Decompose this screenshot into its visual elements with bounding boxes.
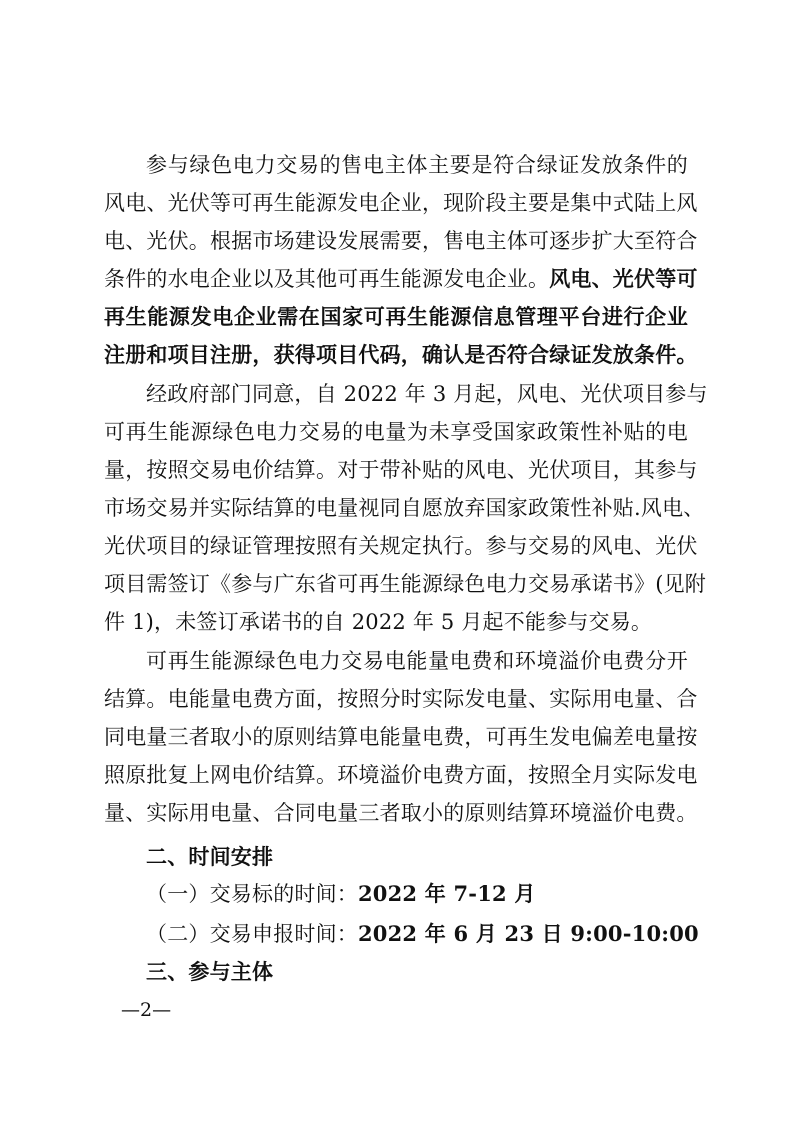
paragraph3-line1: 可再生能源绿色电力交易电能量电费和环境溢价电费分开 — [146, 649, 688, 673]
paragraph2-line3: 量，按照交易电价结算。对于带补贴的风电、光伏项目，其参与 — [104, 458, 698, 482]
section2-heading: 二、时间安排 — [146, 845, 274, 869]
paragraph2-line5: 光伏项目的绿证管理按照有关规定执行。参与交易的风电、光伏 — [104, 534, 698, 558]
paragraph3-line3: 同电量三者取小的原则结算电能量电费，可再生发电偏差电量按 — [104, 725, 698, 749]
paragraph2-line2: 可再生能源绿色电力交易的电量为未享受国家政策性补贴的电 — [104, 420, 688, 444]
paragraph1-line1: 参与绿色电力交易的售电主体主要是符合绿证发放条件的 — [146, 153, 688, 177]
section2-item2-label: （二）交易申报时间： — [146, 922, 358, 946]
paragraph3-line2: 结算。电能量电费方面，按照分时实际发电量、实际用电量、合 — [104, 687, 698, 711]
section2-item2-value: 2022 年 6 月 23 日 9:00-10:00 — [358, 921, 699, 946]
page-number: —2— — [121, 999, 172, 1021]
paragraph2-line6: 项目需签订《参与广东省可再生能源绿色电力交易承诺书》(见附 — [104, 572, 706, 596]
paragraph3-line4: 照原批复上网电价结算。环境溢价电费方面，按照全月实际发电 — [104, 763, 698, 787]
paragraph1-line4-normal: 条件的水电企业以及其他可再生能源发电企业。 — [104, 267, 550, 291]
paragraph1-bold-line2: 再生能源发电企业需在国家可再生能源信息管理平台进行企业 — [104, 304, 688, 329]
paragraph1-line3: 电、光伏。根据市场建设发展需要，售电主体可逐步扩大至符合 — [104, 229, 698, 253]
paragraph1-line4-bold: 风电、光伏等可 — [549, 266, 698, 291]
paragraph2-line1: 经政府部门同意，自 2022 年 3 月起，风电、光伏项目参与 — [146, 382, 708, 406]
section3-heading: 三、参与主体 — [146, 960, 274, 984]
section2-item1-label: （一）交易标的时间： — [146, 882, 358, 906]
paragraph2-line7: 件 1)，未签订承诺书的自 2022 年 5 月起不能参与交易。 — [104, 610, 653, 634]
paragraph1-line4 — [104, 265, 698, 293]
paragraph3-line5: 量、实际用电量、合同电量三者取小的原则结算环境溢价电费。 — [104, 801, 698, 825]
paragraph1-bold-line3: 注册和项目注册，获得项目代码，确认是否符合绿证发放条件。 — [104, 342, 698, 367]
paragraph1-line2: 风电、光伏等可再生能源发电企业，现阶段主要是集中式陆上风 — [104, 191, 698, 215]
paragraph2-line4: 市场交易并实际结算的电量视同自愿放弃国家政策性补贴.风电、 — [104, 496, 705, 520]
section2-item1 — [146, 880, 536, 908]
section2-item1-value: 2022 年 7-12 月 — [358, 881, 536, 906]
section2-item2 — [146, 920, 699, 948]
